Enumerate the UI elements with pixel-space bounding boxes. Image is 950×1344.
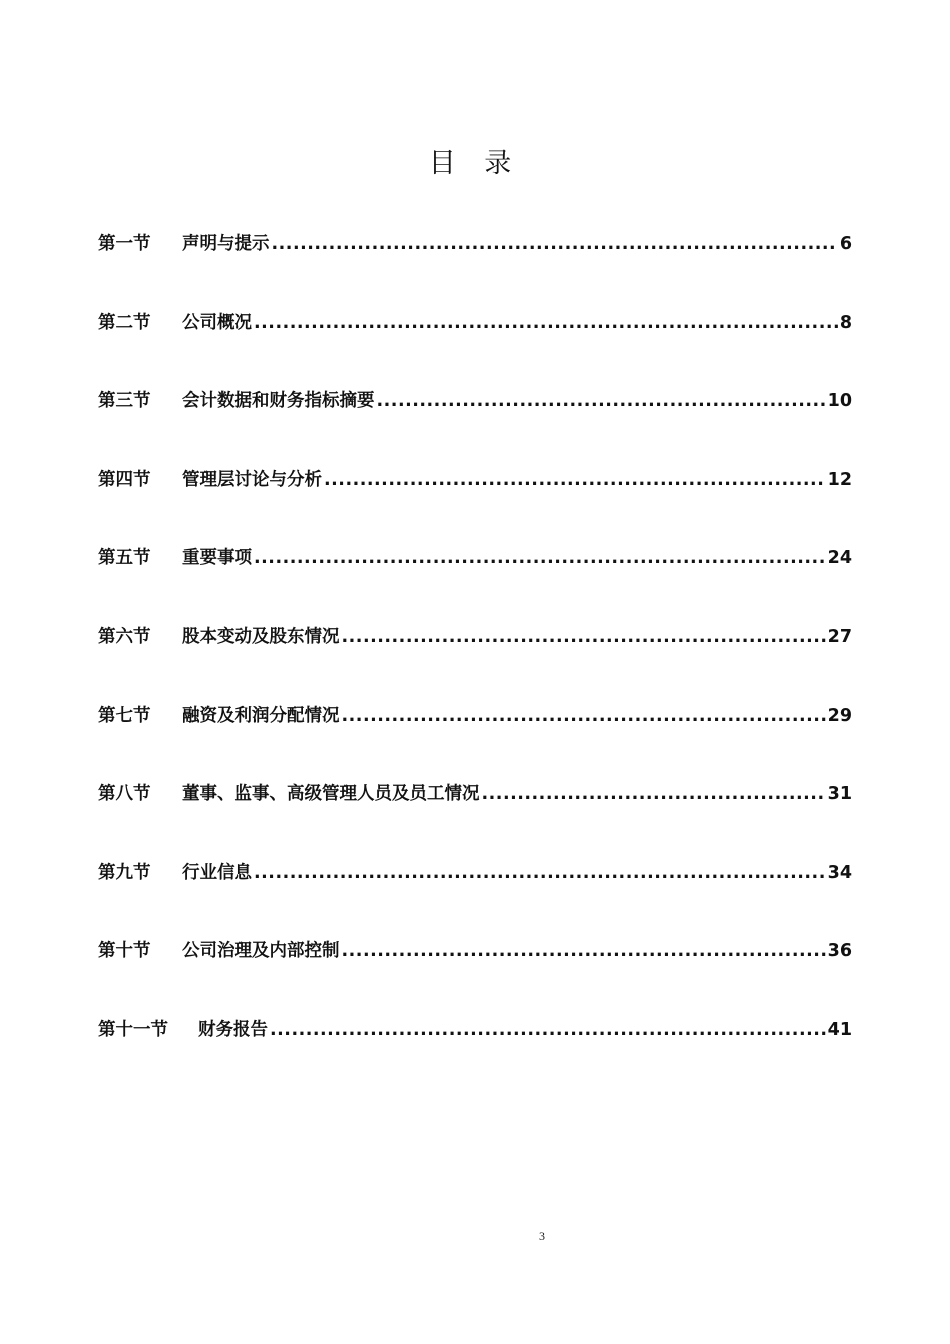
toc-entry[interactable] [98, 621, 852, 700]
toc-page-number: 27 [827, 626, 852, 647]
toc-section-number: 第一节 [98, 234, 151, 254]
toc-list [98, 228, 852, 1093]
toc-section-title: 行业信息 [182, 862, 252, 883]
toc-dot-leader [342, 935, 826, 967]
toc-dot-leader [254, 307, 838, 339]
toc-section-title: 公司概况 [182, 312, 252, 333]
toc-section-number: 第三节 [98, 391, 151, 412]
toc-title: 目 录 [428, 148, 522, 179]
toc-page-number: 12 [827, 469, 852, 490]
toc-dot-leader [254, 542, 826, 574]
toc-page-number: 29 [827, 705, 852, 726]
toc-entry[interactable] [98, 700, 852, 779]
toc-section-title: 管理层讨论与分析 [182, 469, 322, 490]
toc-dot-leader [324, 464, 826, 496]
toc-page-number: 34 [827, 862, 852, 883]
toc-section-title: 财务报告 [198, 1019, 268, 1040]
toc-dot-leader [270, 1014, 826, 1046]
toc-entry[interactable] [98, 778, 852, 857]
toc-entry[interactable] [98, 542, 852, 621]
toc-section-number: 第四节 [98, 469, 151, 490]
toc-entry[interactable] [98, 385, 852, 464]
toc-page-number: 10 [827, 391, 852, 412]
toc-section-number: 第九节 [98, 862, 151, 883]
toc-page-number: 24 [827, 548, 852, 569]
toc-dot-leader [377, 385, 826, 417]
toc-entry[interactable] [98, 307, 852, 386]
toc-section-title: 股本变动及股东情况 [182, 626, 340, 647]
toc-section-title: 董事、监事、高级管理人员及员工情况 [182, 784, 480, 805]
toc-entry[interactable] [98, 857, 852, 936]
toc-page-number: 41 [827, 1019, 852, 1040]
toc-section-title: 声明与提示 [182, 234, 270, 254]
toc-section-number: 第十节 [98, 941, 151, 962]
toc-page-number: 36 [827, 941, 852, 962]
toc-section-number: 第八节 [98, 784, 151, 805]
toc-entry[interactable] [98, 228, 852, 307]
toc-page-number: 31 [827, 784, 852, 805]
toc-entry[interactable] [98, 1014, 852, 1093]
toc-section-number: 第七节 [98, 705, 151, 726]
toc-dot-leader [272, 228, 838, 260]
toc-section-title: 融资及利润分配情况 [182, 705, 340, 726]
toc-section-number: 第六节 [98, 626, 151, 647]
toc-section-title: 重要事项 [182, 548, 252, 569]
toc-section-number: 第十一节 [98, 1019, 168, 1040]
toc-page-number: 6 [839, 234, 852, 254]
toc-section-title: 公司治理及内部控制 [182, 941, 340, 962]
toc-entry[interactable] [98, 464, 852, 543]
page-number: 3 [539, 1229, 545, 1243]
toc-entry[interactable] [98, 935, 852, 1014]
toc-page-number: 8 [839, 312, 852, 333]
toc-section-number: 第五节 [98, 548, 151, 569]
toc-dot-leader [342, 621, 826, 653]
toc-section-number: 第二节 [98, 312, 151, 333]
toc-section-title: 会计数据和财务指标摘要 [182, 391, 375, 412]
toc-dot-leader [482, 778, 826, 810]
toc-dot-leader [342, 700, 826, 732]
toc-dot-leader [254, 857, 826, 889]
